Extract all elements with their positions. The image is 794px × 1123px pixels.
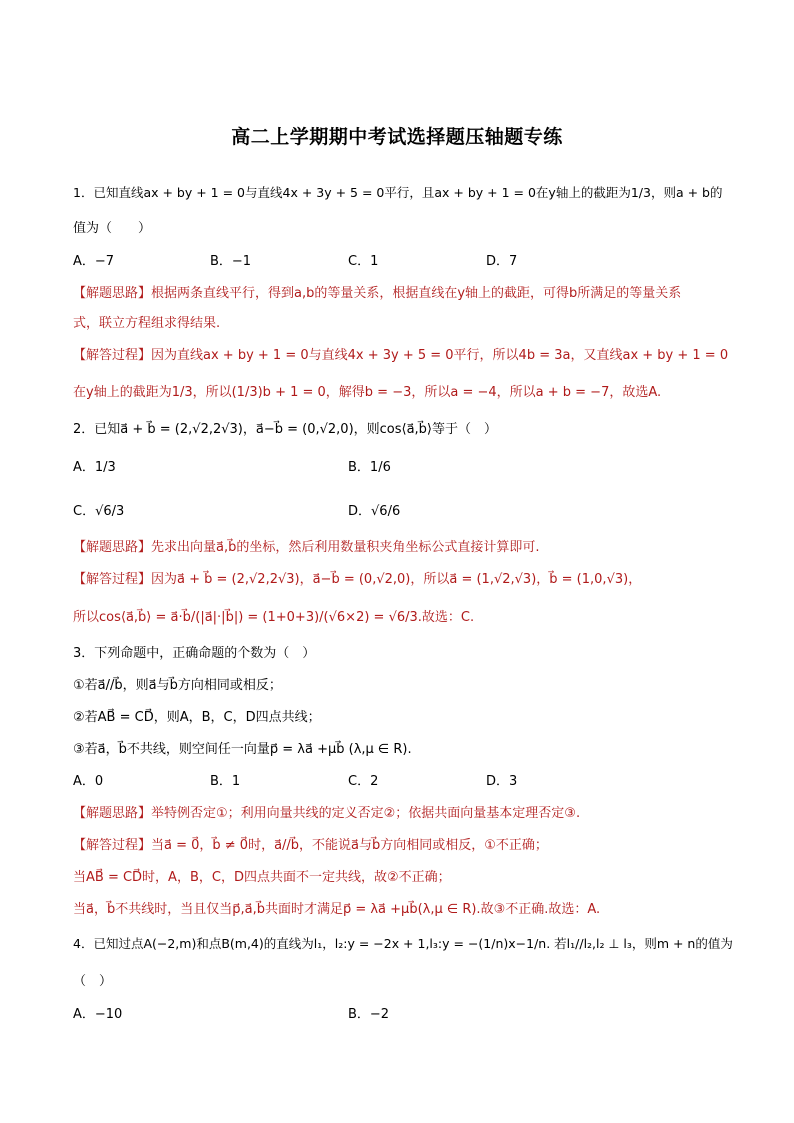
q1-stem-cont: 值为（ ）: [73, 221, 152, 236]
q1-solution: 【解答过程】因为直线ax + by + 1 = 0与直线4x + 3y + 5 = 0平行，所以4b = 3a，又直线ax + by + 1 = 0: [73, 348, 729, 363]
q3-option-b: B．1: [210, 774, 241, 789]
q2-option-d: D．√6/6: [348, 504, 401, 519]
q4-stem: 4．已知过点A(−2,m)和点B(m,4)的直线为l₁，l₂:y = −2x + 1,l₃:y = −(1/n)x−1/n. 若l₁//l₂,l₂ ⊥ l₃，则m + n的值为: [73, 936, 733, 951]
q3-option-a: A．0: [73, 774, 104, 789]
q3-solution-cont-1: 当AB⃗ = CD⃗时，A，B，C，D四点共面不一定共线，故②不正确；: [73, 870, 451, 885]
q2-solution: 【解答过程】因为a⃗ + b⃗ = (2,√2,2√3)，a⃗−b⃗ = (0,√2,0)，所以a⃗ = (1,√2,√3)，b⃗ = (1,0,√3)，: [73, 572, 642, 587]
q3-item-1: ①若a⃗//b⃗，则a⃗与b⃗方向相同或相反；: [73, 678, 282, 693]
q2-thought: 【解题思路】先求出向量a⃗,b⃗的坐标，然后利用数量积夹角坐标公式直接计算即可.: [73, 540, 540, 555]
q1-option-a: A．−7: [73, 254, 115, 269]
q2-stem: 2．已知a⃗ + b⃗ = (2,√2,2√3)，a⃗−b⃗ = (0,√2,0)，则cos⟨a⃗,b⃗⟩等于（ ）: [73, 422, 498, 437]
q1-option-d: D．7: [486, 254, 518, 269]
q2-option-b: B．1/6: [348, 460, 391, 475]
q3-thought: 【解题思路】举特例否定①；利用向量共线的定义否定②；依据共面向量基本定理否定③.: [73, 806, 581, 821]
q1-option-b: B．−1: [210, 254, 252, 269]
q2-option-a: A．1/3: [73, 460, 116, 475]
q1-stem: 1．已知直线ax + by + 1 = 0与直线4x + 3y + 5 = 0平行，且ax + by + 1 = 0在y轴上的截距为1/3，则a + b的: [73, 185, 723, 200]
q3-stem: 3．下列命题中，正确命题的个数为（ ）: [73, 646, 316, 661]
q3-item-3: ③若a⃗，b⃗不共线，则空间任一向量p⃗ = λa⃗ +μb⃗ (λ,μ ∈ R).: [73, 742, 412, 757]
q3-solution: 【解答过程】当a⃗ = 0⃗，b⃗ ≠ 0⃗时，a⃗//b⃗，不能说a⃗与b⃗方向相同或相反，①不正确；: [73, 838, 548, 853]
q1-thought-cont: 式，联立方程组求得结果.: [73, 316, 221, 331]
q3-option-d: D．3: [486, 774, 518, 789]
q3-option-c: C．2: [348, 774, 379, 789]
q1-solution-cont: 在y轴上的截距为1/3，所以(1/3)b + 1 = 0，解得b = −3，所以a = −4，所以a + b = −7，故选A.: [73, 385, 662, 400]
q3-solution-cont-2: 当a⃗，b⃗不共线时，当且仅当p⃗,a⃗,b⃗共面时才满足p⃗ = λa⃗ +μb⃗(λ,μ ∈ R).故③不正确.故选：A.: [73, 902, 601, 917]
q1-thought: 【解题思路】根据两条直线平行，得到a,b的等量关系，根据直线在y轴上的截距，可得b所满足的等量关系: [73, 286, 682, 301]
q1-option-c: C．1: [348, 254, 379, 269]
page-title: 高二上学期期中考试选择题压轴题专练: [231, 126, 563, 148]
q4-option-b: B．−2: [348, 1007, 390, 1022]
q2-solution-cont: 所以cos⟨a⃗,b⃗⟩ = a⃗·b⃗/(|a⃗|·|b⃗|) = (1+0+3)/(√6×2) = √6/3.故选：C.: [73, 610, 475, 625]
q3-item-2: ②若AB⃗ = CD⃗，则A，B，C，D四点共线；: [73, 710, 321, 725]
q4-stem-cont: （ ）: [73, 974, 113, 989]
q4-option-a: A．−10: [73, 1007, 123, 1022]
q2-option-c: C．√6/3: [73, 504, 125, 519]
